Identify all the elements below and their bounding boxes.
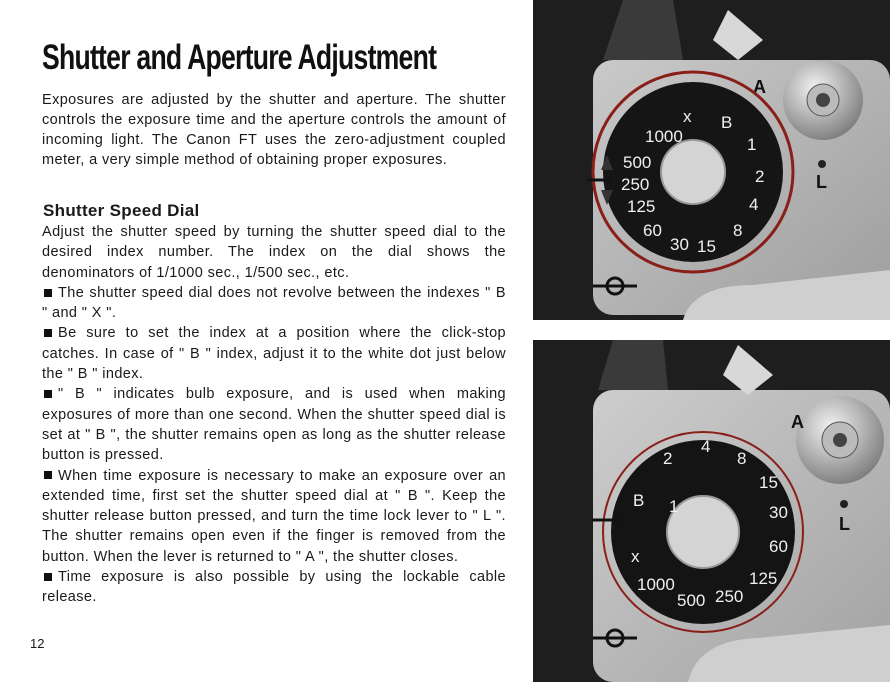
section-heading: Shutter Speed Dial xyxy=(43,201,200,220)
dial-label: x xyxy=(631,547,640,566)
bullet-item: Be sure to set the index at a position where the click-stop catches. In case of " B " index, adjust it to the white dot just below the " B " index. xyxy=(42,325,506,383)
lever-label-a: A xyxy=(791,412,804,432)
dial-label: 500 xyxy=(623,153,652,172)
dial-label: 2 xyxy=(755,167,765,186)
dial-label: 60 xyxy=(769,537,788,556)
page-title: Shutter and Aperture Adjustment xyxy=(42,38,437,77)
dial-label: 60 xyxy=(643,221,662,240)
dial-label: 125 xyxy=(627,197,656,216)
dial-label: 30 xyxy=(769,503,788,522)
dial-label: 4 xyxy=(701,437,711,456)
bullet-item: Time exposure is also possible by using the lockable cable release. xyxy=(42,569,506,606)
dial-label: 125 xyxy=(749,569,778,588)
dial-label: 2 xyxy=(663,449,673,468)
dial-label: 30 xyxy=(670,235,689,254)
lever-label-l: L xyxy=(839,514,850,534)
dial-label: 500 xyxy=(677,591,706,610)
camera-photo-top xyxy=(533,0,890,320)
intro-paragraph: Exposures are adjusted by the shutter and aperture. The shutter controls the exposure time and the aperture controls the amount of incoming light. The Canon FT uses the zero-adjustment coupled meter, a very simple method of obtaining proper exposures. xyxy=(42,92,506,168)
dial-label: 1000 xyxy=(637,575,675,594)
section-body xyxy=(42,222,506,608)
dial-label: 15 xyxy=(759,473,778,492)
dial-label: 1000 xyxy=(645,127,683,146)
bullet-icon xyxy=(44,329,52,337)
bullet-item: When time exposure is necessary to make an exposure over an extended time, first set the shutter speed dial at " B ". Keep the shutter release button pressed, and turn the time lock lever to " L ". The shutter remains open even if the finger is removed from the button. When the lever is returned to " A ", the shutter closes. xyxy=(42,467,506,565)
dial-label: 8 xyxy=(737,449,747,468)
lever-label-l: L xyxy=(816,172,827,192)
dial-label: 4 xyxy=(749,195,759,214)
dial-label: 250 xyxy=(715,587,744,606)
bullet-icon xyxy=(44,390,52,398)
bullet-item: " B " indicates bulb exposure, and is used when making exposures of more than one second. When the shutter speed dial is set at " B ", the shutter remains open as long as the shutter release button is pressed. xyxy=(42,386,506,464)
camera-photo-bottom xyxy=(533,340,890,682)
dial-label: B xyxy=(633,491,645,510)
bullet-item: The shutter speed dial does not revolve between the indexes " B " and " X ". xyxy=(42,284,506,322)
camera-photos xyxy=(533,0,890,682)
lever-label-a: A xyxy=(753,77,766,97)
dial-label: 8 xyxy=(733,221,743,240)
dial-label: B xyxy=(721,113,733,132)
bullet-icon xyxy=(44,471,52,479)
dial-label: 1 xyxy=(747,135,757,154)
bullet-icon xyxy=(44,573,52,581)
dial-label: 250 xyxy=(621,175,650,194)
section-paragraph: Adjust the shutter speed by turning the shutter speed dial to the desired index number. The index on the dial shows the denominators of 1/1000 sec., 1/500 sec., etc. xyxy=(42,224,506,281)
dial-label: 1 xyxy=(669,497,679,516)
page-number: 12 xyxy=(30,636,45,651)
dial-label: x xyxy=(683,107,692,126)
dial-label: 15 xyxy=(697,237,716,256)
bullet-icon xyxy=(44,289,52,297)
